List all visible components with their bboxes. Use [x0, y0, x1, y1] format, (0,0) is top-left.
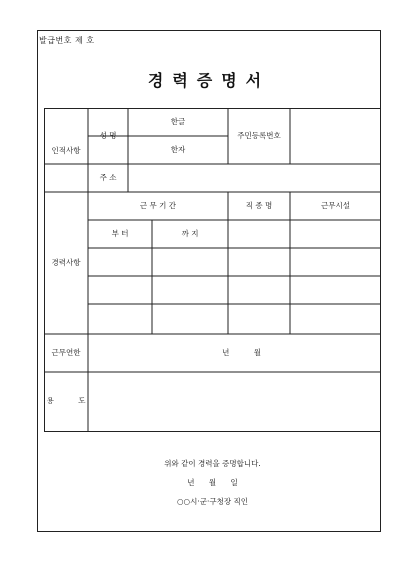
table-grid — [44, 108, 381, 432]
name-label: 성 명 — [99, 131, 117, 140]
resident-number-label: 주민등록번호 — [237, 131, 281, 140]
personal-info-label: 인적사항 — [51, 146, 81, 155]
workplace-label: 근무시설 — [321, 201, 350, 210]
purpose-label: 용 도 — [46, 396, 86, 405]
job-type-label: 직 종 명 — [245, 201, 273, 210]
address-label: 주 소 — [99, 173, 117, 182]
issuer-seal-label: ○○시·군·구청장 직인 — [177, 497, 248, 506]
document-title: 경력증명서 — [147, 71, 271, 90]
certification-statement: 위와 같이 경력을 증명합니다. — [164, 459, 261, 468]
certification-date: 년 월 일 — [187, 478, 238, 487]
years-of-service-label: 근무연한 — [51, 348, 81, 357]
hanja-label: 한자 — [170, 145, 186, 154]
career-form-table — [44, 108, 381, 432]
hangul-label: 한글 — [170, 117, 186, 126]
career-label: 경력사항 — [51, 258, 81, 267]
period-from-label: 부 터 — [111, 229, 129, 238]
issue-number: 발급번호 제 호 — [39, 36, 95, 45]
year-month-label: 년 월 — [222, 348, 261, 357]
period-to-label: 까 지 — [181, 229, 199, 238]
work-period-label: 근 무 기 간 — [139, 201, 177, 210]
